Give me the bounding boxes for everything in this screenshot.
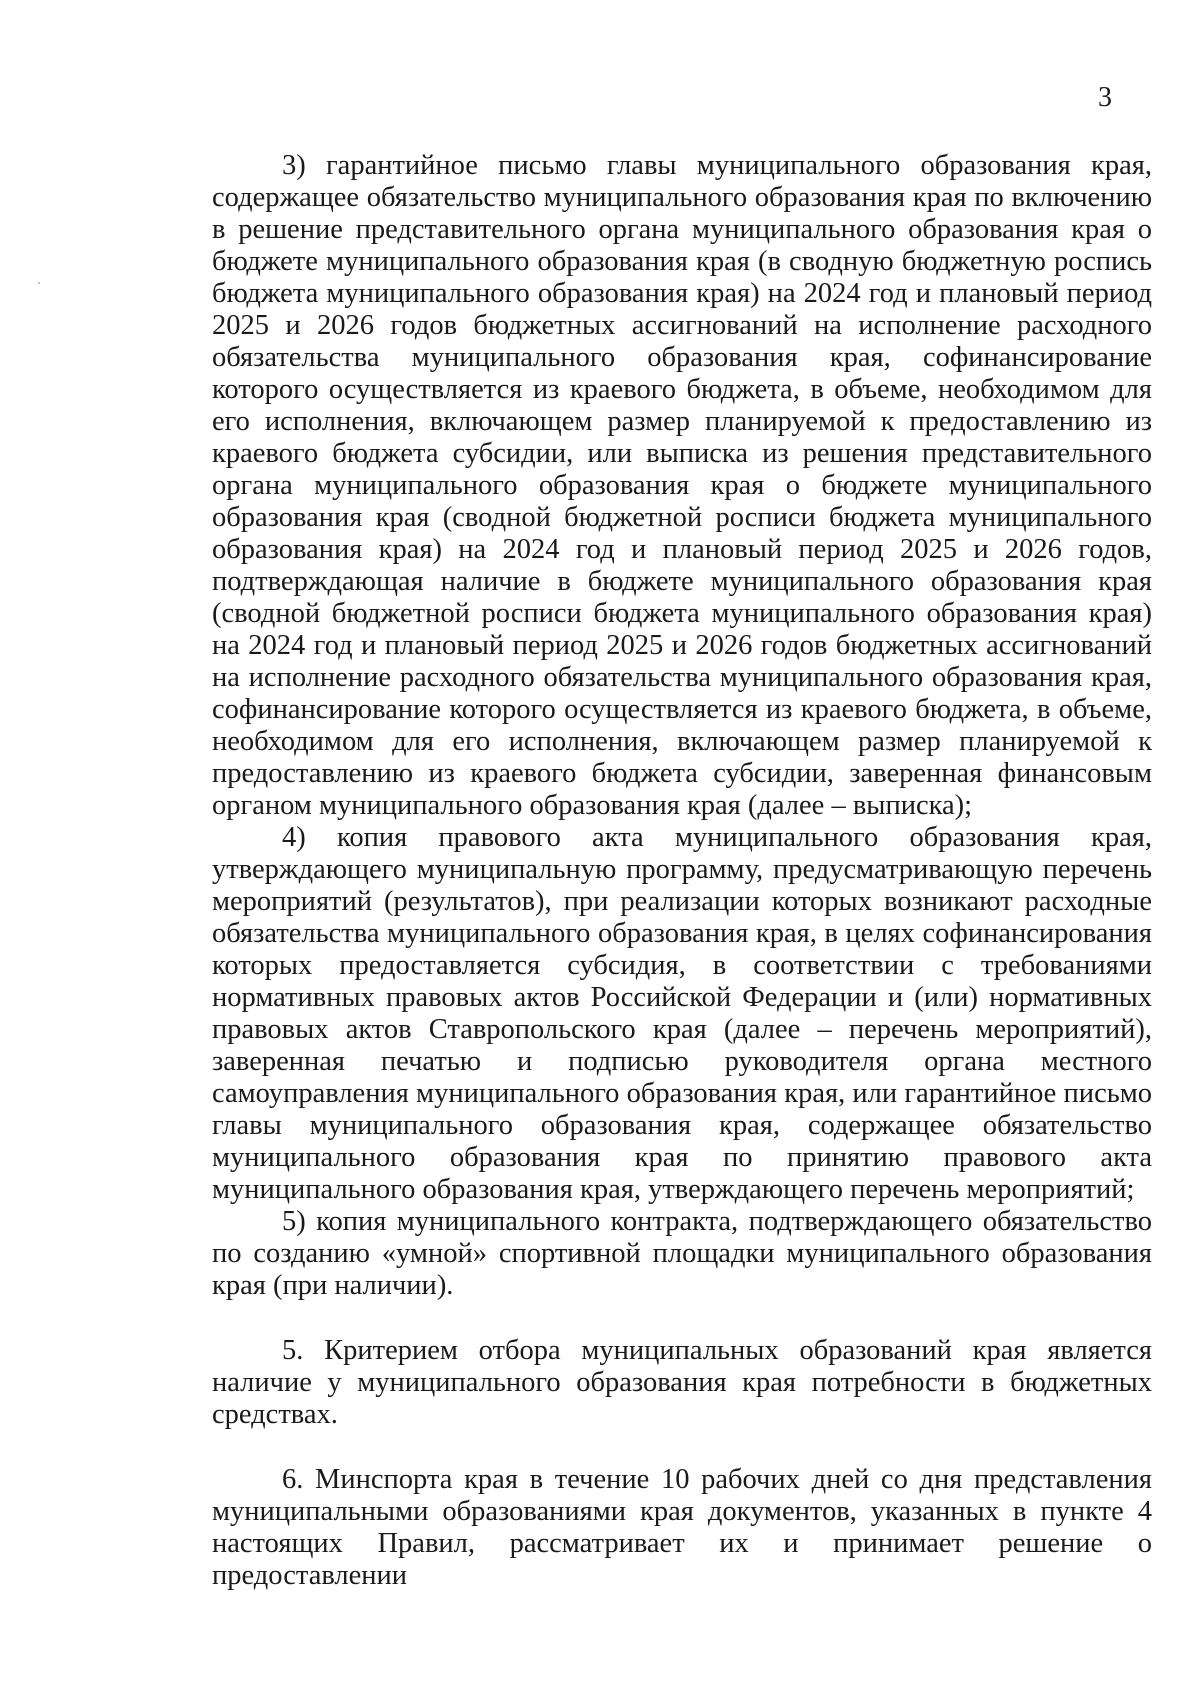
paragraph-item-5: 5) копия муниципального контракта, подтверждающего обязательство по созданию «умной» спортивной площадки муниципального образования края (при наличии). [212, 1206, 1152, 1301]
paragraph-clause-6: 6. Минспорта края в течение 10 рабочих дней со дня представления муниципальными образованиями края документов, указанных в пункте 4 настоящих Правил, рассматривает их и принимает решение о предоставлении [212, 1464, 1152, 1591]
paragraph-clause-5: 5. Критерием отбора муниципальных образований края является наличие у муниципального образования края потребности в бюджетных средствах. [212, 1335, 1152, 1430]
document-body [212, 150, 1152, 1592]
page-number: 3 [1098, 82, 1112, 113]
paragraph-item-3: 3) гарантийное письмо главы муниципального образования края, содержащее обязательство муниципального образования края по включению в решение представительного органа муниципального образования края о бюджете муниципального образования края (в сводную бюджетную роспись бюджета муниципального образования края) на 2024 год и плановый период 2025 и 2026 годов бюджетных ассигнований на исполнение расходного обязательства муниципального образования края, софинансирование которого осуществляется из краевого бюджета, в объеме, необходимом для его исполнения, включающем размер планируемой к предоставлению из краевого бюджета субсидии, или выписка из решения представительного органа муниципального образования края о бюджете муниципального образования края (сводной бюджетной росписи бюджета муниципального образования края) на 2024 год и плановый период 2025 и 2026 годов, подтверждающая наличие в бюджете муниципального образования края (сводной бюджетной росписи бюджета муниципального образования края) на 2024 год и плановый период 2025 и 2026 годов бюджетных ассигнований на исполнение расходного обязательства муниципального образования края, софинансирование которого осуществляется из краевого бюджета, в объеме, необходимом для его исполнения, включающем размер планируемой к предоставлению из краевого бюджета субсидии, заверенная финансовым органом муниципального образования края (далее – выписка); [212, 150, 1152, 821]
scan-speck [38, 282, 40, 284]
paragraph-item-4: 4) копия правового акта муниципального образования края, утверждающего муниципальную программу, предусматривающую перечень мероприятий (результатов), при реализации которых возникают расходные обязательства муниципального образования края, в целях софинансирования которых предоставляется субсидия, в соответствии с требованиями нормативных правовых актов Российской Федерации и (или) нормативных правовых актов Ставропольского края (далее – перечень мероприятий), заверенная печатью и подписью руководителя органа местного самоуправления муниципального образования края, или гарантийное письмо главы муниципального образования края, содержащее обязательство муниципального образования края по принятию правового акта муниципального образования края, утверждающего перечень мероприятий; [212, 822, 1152, 1205]
